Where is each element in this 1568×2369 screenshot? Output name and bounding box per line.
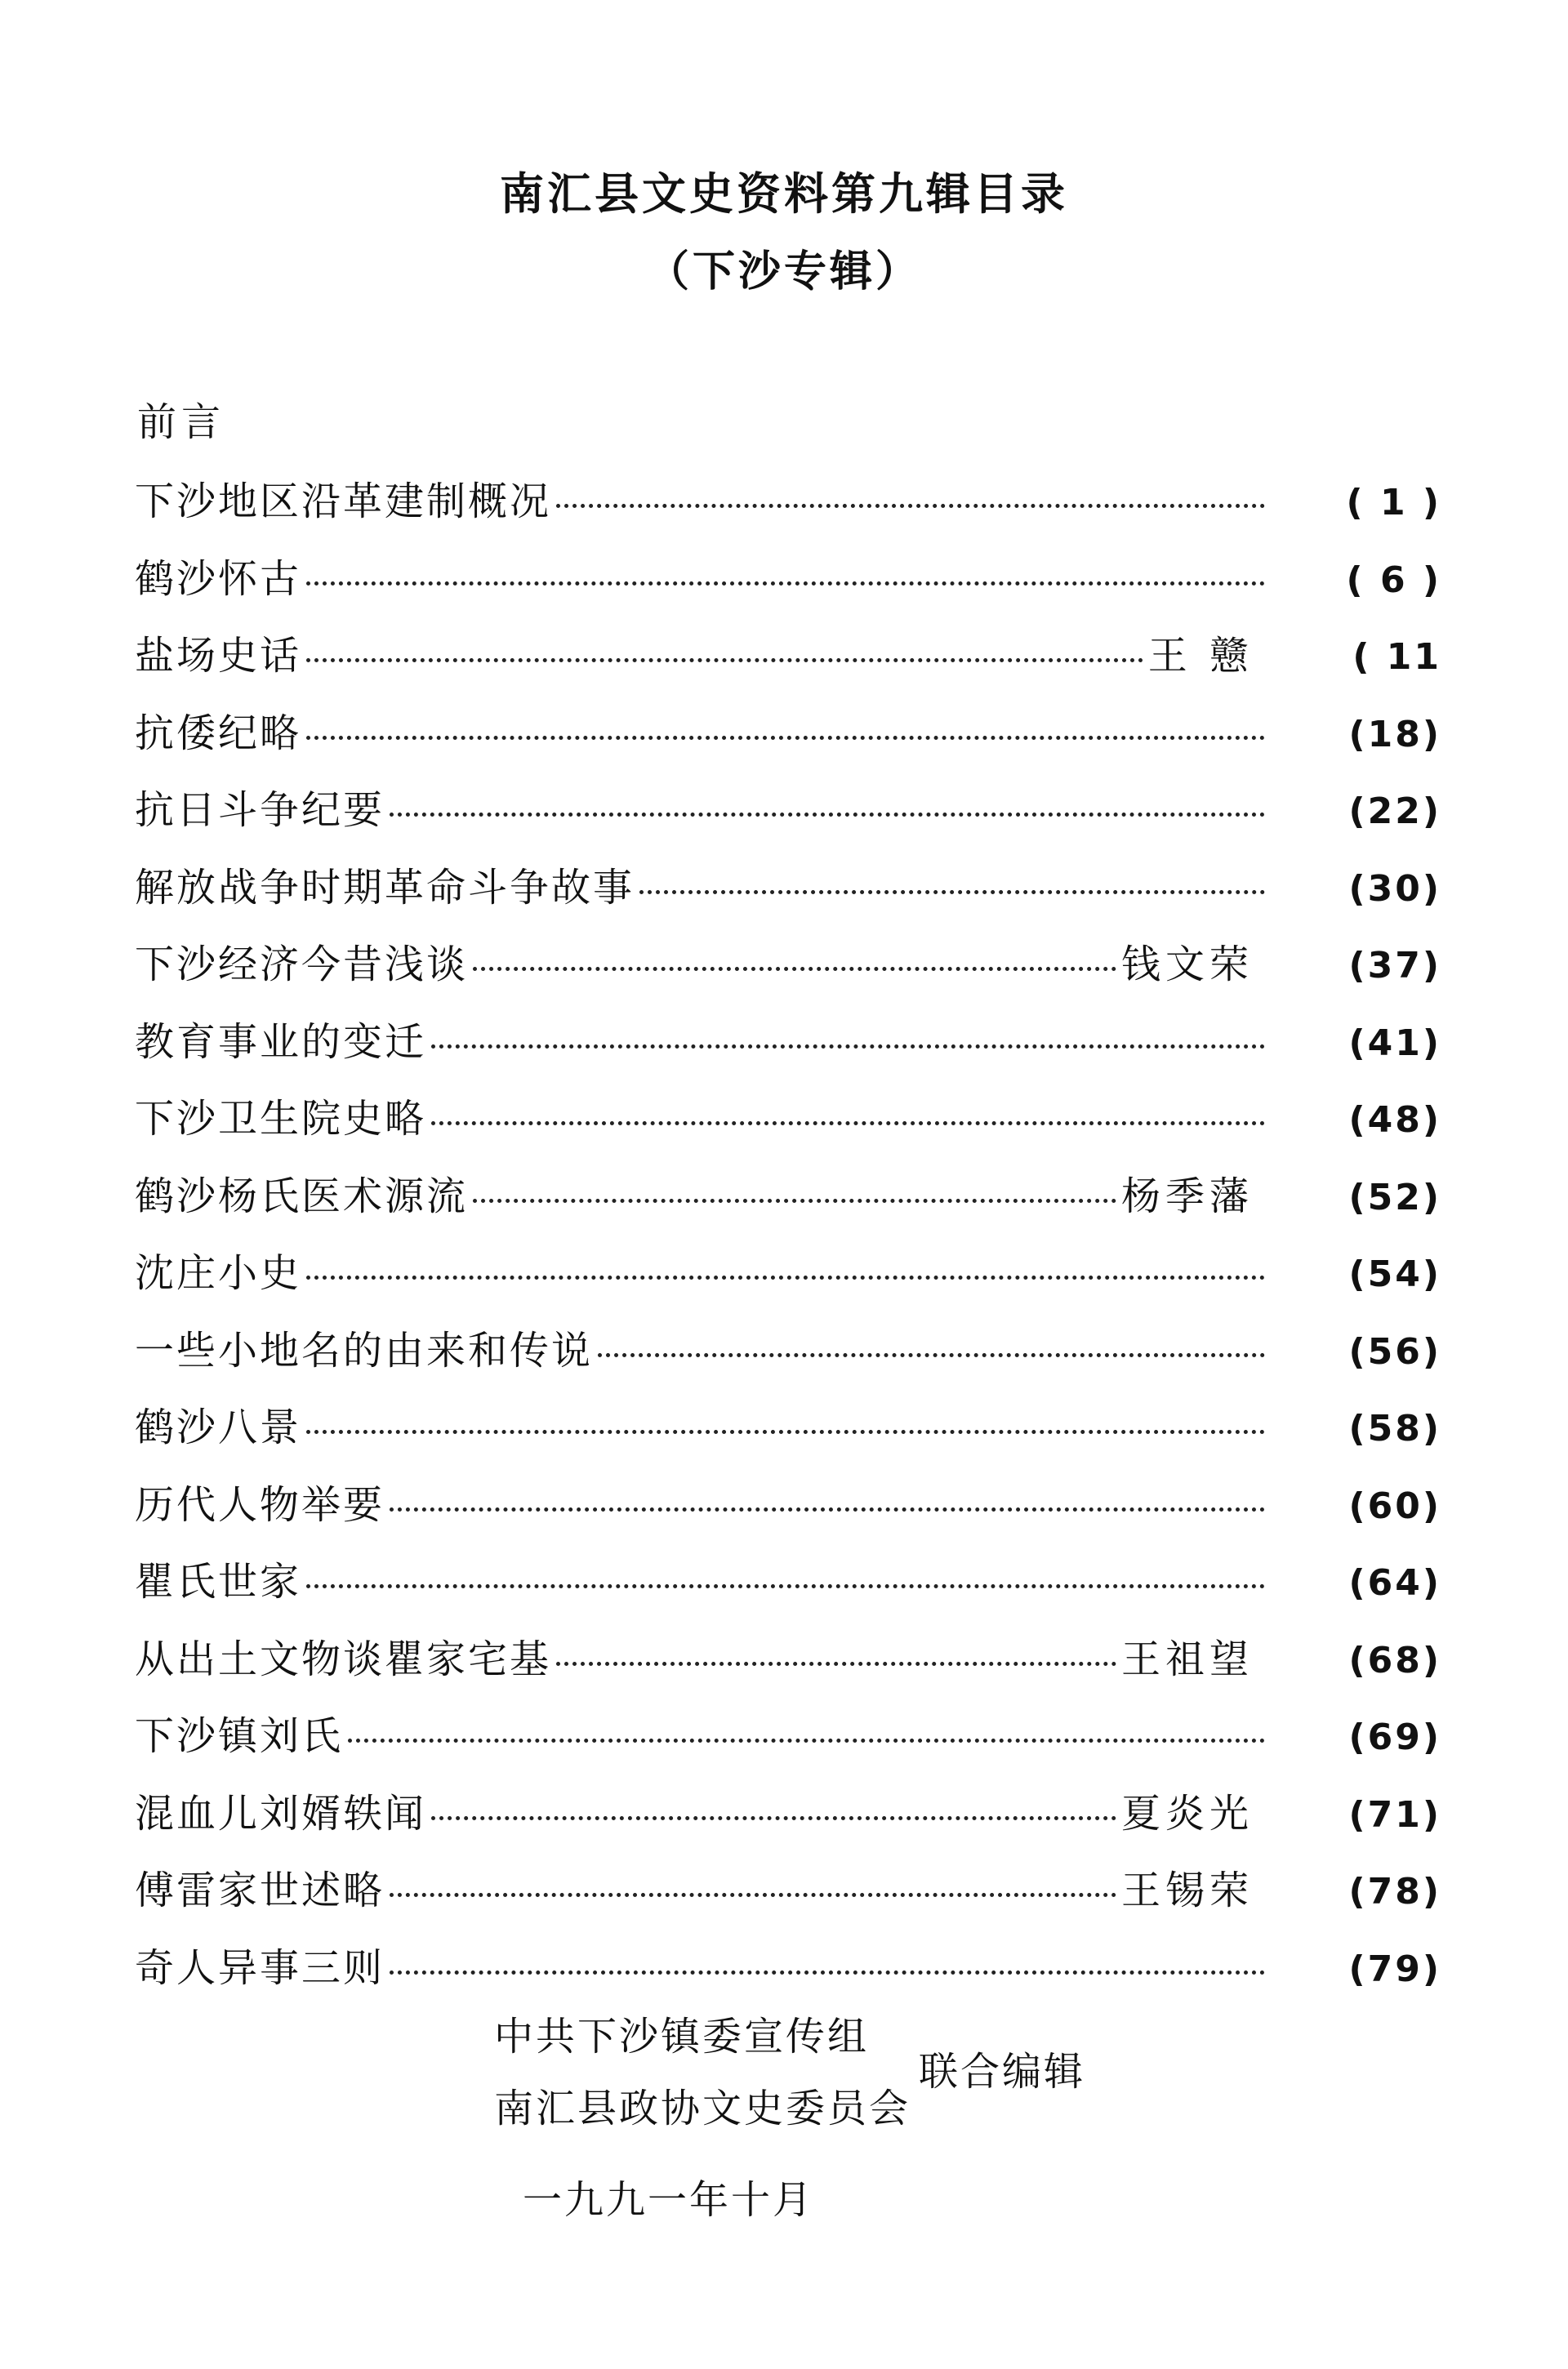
toc-entry-page: (30) [1348,867,1441,910]
toc-entry-page: (56) [1348,1330,1441,1373]
toc-entry [135,1859,1441,1936]
toc-entry-author: 王锡荣 [1120,1868,1254,1913]
editor-line: 南汇县政协文史委员会 [494,2086,911,2131]
toc-entry-title: 下沙卫生院史略 [135,1096,427,1142]
dot-leader [473,967,1116,971]
toc-entry-author: 杨季藩 [1120,1173,1254,1219]
dot-leader [306,736,1265,740]
dot-leader [390,1893,1116,1897]
preface-entry: 前言 [137,399,226,445]
dot-leader [431,1044,1265,1049]
toc-entry [135,547,1441,625]
dot-leader [639,890,1265,894]
toc-entry [135,470,1441,547]
toc-entry-page: ( 11 [1352,636,1441,678]
toc-entry-title: 从出土文物谈瞿家宅基 [135,1636,552,1682]
toc-entry-title: 沈庄小史 [135,1250,302,1296]
toc-entry [135,1010,1441,1088]
dot-leader [431,1816,1116,1820]
toc-entry [135,1087,1441,1164]
editors-block [494,2005,911,2149]
toc-entry-page: (18) [1348,713,1441,755]
dot-leader [390,1507,1265,1512]
toc-entry [135,933,1441,1010]
toc-entry-page: ( 6 ) [1346,559,1441,601]
toc-entry-page: ( 1 ) [1346,482,1441,523]
toc-entry [135,1164,1441,1242]
joint-edit-label: 联合编辑 [919,2049,1086,2095]
toc-entry [135,1782,1441,1859]
dot-leader [306,1276,1265,1280]
toc-entry-author: 钱文荣 [1120,942,1254,987]
toc-entry-title: 鹤沙八景 [135,1405,302,1450]
dot-leader [556,1662,1116,1666]
toc-entry [135,701,1441,779]
table-of-contents [135,470,1441,2013]
dot-leader [431,1121,1265,1125]
toc-entry [135,856,1441,933]
dot-leader [306,1584,1265,1588]
toc-entry-title: 下沙地区沿革建制概况 [135,479,552,524]
page-title: 南汇县文史资料第九辑目录 [500,167,1068,220]
toc-entry-page: (54) [1348,1254,1441,1295]
toc-entry [135,778,1441,856]
toc-entry-title: 解放战争时期革命斗争故事 [135,864,635,911]
toc-entry-page: (52) [1348,1176,1441,1218]
publication-date: 一九九一年十月 [523,2177,815,2223]
toc-entry [135,1473,1441,1551]
dot-leader [473,1199,1116,1203]
dot-leader [306,1430,1265,1434]
toc-entry [135,1241,1441,1319]
toc-entry-author: 夏炎光 [1120,1790,1254,1837]
toc-entry-title: 混血儿刘婿轶闻 [135,1790,427,1837]
toc-entry-title: 历代人物举要 [135,1481,385,1528]
toc-entry-title: 鹤沙杨氏医术源流 [135,1173,469,1219]
toc-entry-title: 一些小地名的由来和传说 [135,1327,594,1374]
toc-entry-page: (69) [1348,1717,1441,1758]
dot-leader [598,1353,1265,1357]
toc-entry-author: 王 戆 [1147,633,1254,679]
toc-entry-page: (22) [1348,790,1441,832]
page-subtitle: （下沙专辑） [646,247,921,296]
toc-entry-page: (60) [1348,1485,1441,1527]
dot-leader [306,581,1265,586]
toc-entry-title: 鹤沙怀古 [135,555,302,602]
dot-leader [348,1739,1265,1743]
dot-leader [390,813,1265,817]
toc-entry-title: 瞿氏世家 [135,1559,302,1605]
toc-entry [135,1550,1441,1628]
toc-entry-page: (48) [1348,1099,1441,1141]
dot-leader [556,504,1265,508]
dot-leader [306,658,1143,662]
toc-entry-title: 下沙镇刘氏 [135,1713,344,1759]
toc-entry-page: (79) [1348,1948,1441,1990]
toc-entry-page: (68) [1348,1639,1441,1681]
toc-entry [135,1319,1441,1396]
toc-entry-page: (64) [1348,1562,1441,1604]
toc-entry-title: 教育事业的变迁 [135,1018,427,1065]
toc-entry-page: (78) [1348,1871,1441,1913]
toc-entry-title: 下沙经济今昔浅谈 [135,942,469,987]
toc-entry [135,1704,1441,1782]
dot-leader [390,1970,1265,1975]
toc-entry-page: (37) [1348,945,1441,986]
toc-entry [135,1936,1441,2014]
toc-entry-page: (41) [1348,1022,1441,1064]
toc-entry-title: 盐场史话 [135,633,302,679]
toc-entry-title: 抗日斗争纪要 [135,787,385,833]
toc-entry-title: 抗倭纪略 [135,710,302,756]
toc-entry-page: (71) [1348,1793,1441,1836]
toc-entry [135,1628,1441,1705]
toc-entry [135,624,1441,701]
toc-entry-title: 傅雷家世述略 [135,1868,385,1913]
toc-entry-author: 王祖望 [1120,1636,1254,1682]
toc-entry [135,1396,1441,1473]
editor-line: 中共下沙镇委宣传组 [494,2014,870,2060]
toc-entry-title: 奇人异事三则 [135,1944,385,1991]
toc-entry-page: (58) [1348,1408,1441,1449]
